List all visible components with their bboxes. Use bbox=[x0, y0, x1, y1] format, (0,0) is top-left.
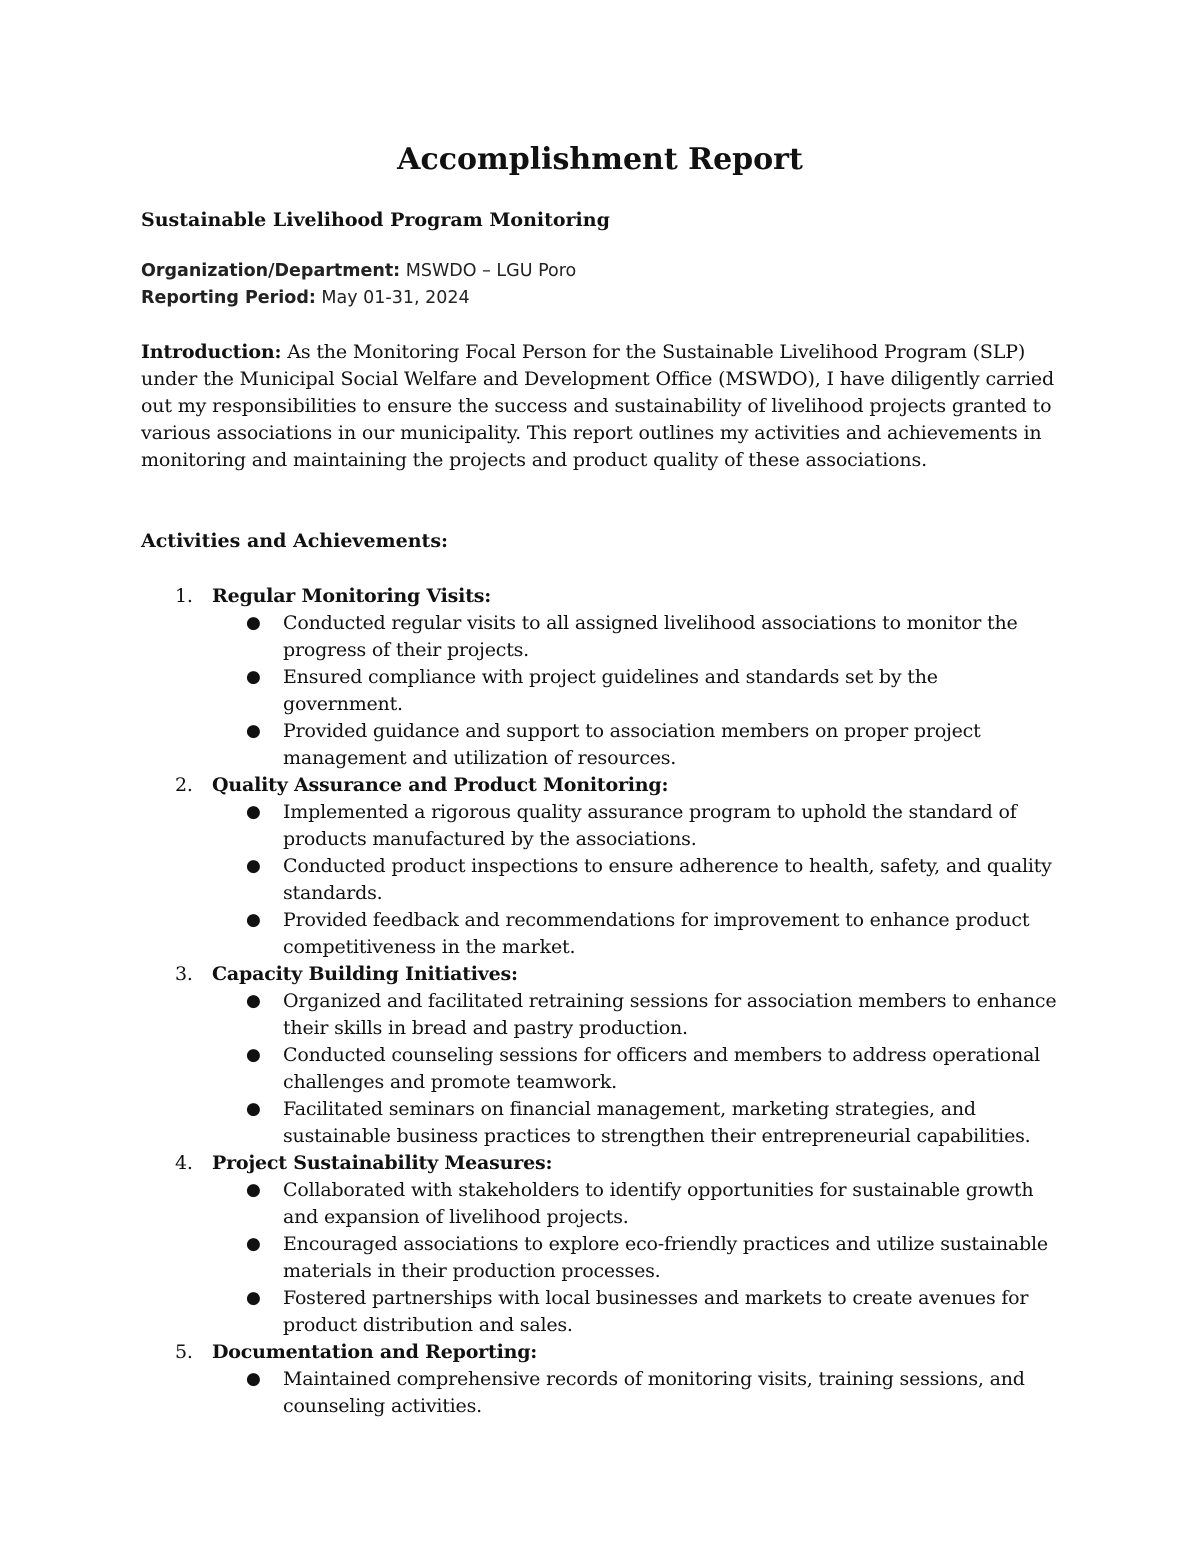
bullet-text: Organized and facilitated retraining sessions for association members to enhance their skills in bread and pastry production. bbox=[283, 990, 1057, 1039]
organization-label: Organization/Department: bbox=[141, 261, 401, 281]
section-number: 4. bbox=[175, 1152, 193, 1174]
bullet-icon: ● bbox=[246, 613, 261, 633]
activity-section bbox=[141, 583, 1061, 772]
section-heading: Capacity Building Initiatives: bbox=[212, 963, 518, 985]
activities-list bbox=[141, 583, 1061, 1420]
bullet-icon: ● bbox=[246, 721, 261, 741]
bullet-icon: ● bbox=[246, 1180, 261, 1200]
activity-section bbox=[141, 961, 1061, 1150]
list-item bbox=[212, 907, 1061, 961]
bullet-icon: ● bbox=[246, 802, 261, 822]
section-heading: Project Sustainability Measures: bbox=[212, 1152, 553, 1174]
list-item bbox=[212, 664, 1061, 718]
bullet-list bbox=[212, 610, 1061, 772]
bullet-text: Collaborated with stakeholders to identify opportunities for sustainable growth and expansion of livelihood projects. bbox=[283, 1179, 1034, 1228]
introduction-text: As the Monitoring Focal Person for the Sustainable Livelihood Program (SLP) under the Municipal Social Welfare and Development Office (MSWDO), I have diligently carried out my responsibilities to ensure the success and sustainability of livelihood projects granted to various associations in our municipality. This report outlines my activities and achievements in monitoring and maintaining the projects and product quality of these associations. bbox=[141, 341, 1055, 471]
section-heading: Quality Assurance and Product Monitoring: bbox=[212, 774, 669, 796]
document-title: Accomplishment Report bbox=[397, 142, 803, 177]
bullet-icon: ● bbox=[246, 1045, 261, 1065]
list-item bbox=[212, 799, 1061, 853]
section-number: 2. bbox=[175, 774, 193, 796]
bullet-text: Conducted product inspections to ensure adherence to health, safety, and quality standards. bbox=[283, 855, 1052, 904]
list-item bbox=[212, 1042, 1061, 1096]
bullet-icon: ● bbox=[246, 991, 261, 1011]
list-item bbox=[212, 1231, 1061, 1285]
introduction-label: Introduction: bbox=[141, 341, 282, 363]
bullet-text: Conducted regular visits to all assigned livelihood associations to monitor the progress of their projects. bbox=[283, 612, 1018, 661]
organization-value: MSWDO – LGU Poro bbox=[405, 261, 577, 281]
bullet-icon: ● bbox=[246, 910, 261, 930]
bullet-list bbox=[212, 1177, 1061, 1339]
section-number: 5. bbox=[175, 1341, 193, 1363]
section-number: 1. bbox=[175, 585, 193, 607]
bullet-list bbox=[212, 799, 1061, 961]
bullet-text: Provided guidance and support to association members on proper project management and utilization of resources. bbox=[283, 720, 981, 769]
bullet-list bbox=[212, 988, 1061, 1150]
bullet-icon: ● bbox=[246, 856, 261, 876]
bullet-text: Provided feedback and recommendations for improvement to enhance product competitiveness in the market. bbox=[283, 909, 1030, 958]
bullet-text: Conducted counseling sessions for officers and members to address operational challenges and promote teamwork. bbox=[283, 1044, 1041, 1093]
bullet-list bbox=[212, 1366, 1061, 1420]
introduction-paragraph bbox=[141, 339, 1061, 474]
document-subtitle: Sustainable Livelihood Program Monitoring bbox=[141, 209, 610, 231]
list-item bbox=[212, 1177, 1061, 1231]
bullet-text: Maintained comprehensive records of monitoring visits, training sessions, and counseling activities. bbox=[283, 1368, 1025, 1417]
bullet-icon: ● bbox=[246, 1234, 261, 1254]
list-item bbox=[212, 718, 1061, 772]
bullet-text: Encouraged associations to explore eco-friendly practices and utilize sustainable materials in their production processes. bbox=[283, 1233, 1048, 1282]
reporting-period-value: May 01-31, 2024 bbox=[321, 288, 470, 308]
list-item bbox=[212, 1096, 1061, 1150]
report-meta bbox=[141, 258, 576, 312]
bullet-icon: ● bbox=[246, 1288, 261, 1308]
organization-row bbox=[141, 258, 576, 285]
bullet-icon: ● bbox=[246, 1099, 261, 1119]
list-item bbox=[212, 610, 1061, 664]
activity-section bbox=[141, 1150, 1061, 1339]
bullet-icon: ● bbox=[246, 1369, 261, 1389]
bullet-icon: ● bbox=[246, 667, 261, 687]
bullet-text: Facilitated seminars on financial management, marketing strategies, and sustainable business practices to strengthen their entrepreneurial capabilities. bbox=[283, 1098, 1031, 1147]
activity-section bbox=[141, 772, 1061, 961]
bullet-text: Implemented a rigorous quality assurance program to uphold the standard of products manufactured by the associations. bbox=[283, 801, 1017, 850]
reporting-period-label: Reporting Period: bbox=[141, 288, 316, 308]
section-number: 3. bbox=[175, 963, 193, 985]
bullet-text: Fostered partnerships with local businesses and markets to create avenues for product distribution and sales. bbox=[283, 1287, 1029, 1336]
section-heading: Regular Monitoring Visits: bbox=[212, 585, 492, 607]
reporting-period-row bbox=[141, 285, 576, 312]
activity-section bbox=[141, 1339, 1061, 1420]
list-item bbox=[212, 1285, 1061, 1339]
bullet-text: Ensured compliance with project guidelines and standards set by the government. bbox=[283, 666, 938, 715]
list-item bbox=[212, 988, 1061, 1042]
list-item bbox=[212, 853, 1061, 907]
section-heading: Documentation and Reporting: bbox=[212, 1341, 538, 1363]
activities-heading: Activities and Achievements: bbox=[141, 530, 449, 552]
list-item bbox=[212, 1366, 1061, 1420]
